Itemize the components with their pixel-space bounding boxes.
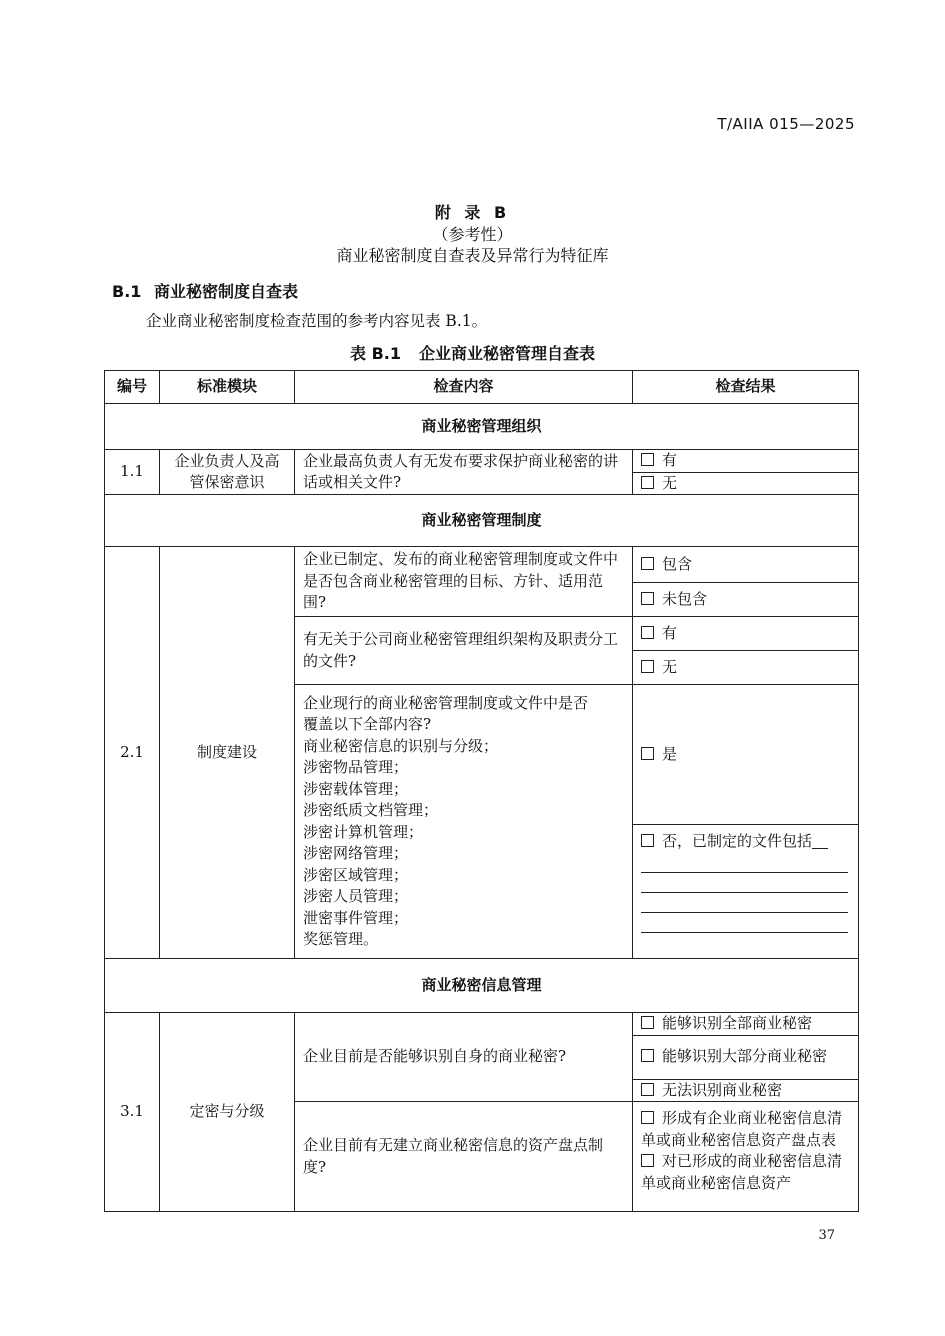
option-cell[interactable] — [633, 450, 859, 473]
row-content: 企业目前是否能够识别自身的商业秘密? — [295, 1013, 633, 1102]
row-content: 企业已制定、发布的商业秘密管理制度或文件中是否包含商业秘密管理的目标、方针、适用范围? — [295, 547, 633, 617]
content-line: 奖惩管理。 — [303, 930, 379, 948]
header-result: 检查结果 — [633, 371, 859, 404]
row-module: 定密与分级 — [160, 1013, 295, 1212]
option-cell[interactable] — [633, 1035, 859, 1079]
content-line: 涉密计算机管理； — [303, 822, 424, 841]
option-cell[interactable] — [633, 617, 859, 651]
table-row — [105, 450, 859, 473]
table-header-row — [105, 371, 859, 404]
checkbox[interactable] — [641, 626, 654, 639]
checkbox[interactable] — [641, 1049, 654, 1062]
self-check-table — [104, 370, 859, 1212]
row-module-line: 企业负责人及高 — [174, 451, 280, 470]
checkbox[interactable] — [641, 476, 654, 489]
checkbox[interactable] — [641, 557, 654, 570]
header-id: 编号 — [105, 371, 160, 404]
option-label: 包含 — [662, 554, 693, 573]
row-module-line: 管保密意识 — [189, 473, 265, 491]
option-cell[interactable] — [633, 1079, 859, 1102]
option-label: 形成有企业商业秘密信息清单或商业秘密信息资产盘点表 — [641, 1109, 843, 1149]
fill-in-line[interactable] — [641, 913, 848, 933]
option-cell[interactable] — [633, 825, 859, 959]
group-title: 商业秘密管理制度 — [105, 495, 859, 547]
table-caption — [0, 341, 945, 364]
header-module: 标准模块 — [160, 371, 295, 404]
option-label: 否，已制定的文件包括 — [662, 832, 813, 850]
checkbox[interactable] — [641, 1154, 654, 1167]
option-cell[interactable] — [633, 547, 859, 583]
option-label: 能够识别大部分商业秘密 — [662, 1047, 828, 1066]
group-title: 商业秘密信息管理 — [105, 959, 859, 1013]
fill-in-line[interactable] — [641, 873, 848, 893]
appendix-title: 商业秘密制度自查表及异常行为特征库 — [336, 246, 609, 265]
option-cell[interactable] — [633, 651, 859, 685]
appendix-nature: （参考性） — [432, 225, 513, 244]
row-module — [160, 450, 295, 495]
row-content: 企业最高负责人有无发布要求保护商业秘密的讲话或相关文件? — [295, 450, 633, 495]
fill-in-line[interactable] — [641, 853, 848, 873]
option-cell[interactable] — [633, 1013, 859, 1036]
row-module: 制度建设 — [160, 547, 295, 959]
content-line: 涉密纸质文档管理； — [303, 801, 439, 819]
group-row — [105, 959, 859, 1013]
option-cell[interactable] — [633, 583, 859, 617]
row-id: 1.1 — [105, 450, 160, 495]
checkbox[interactable] — [641, 747, 654, 760]
row-content — [295, 685, 633, 959]
section-title: 商业秘密制度自查表 — [154, 282, 299, 301]
checkbox[interactable] — [641, 592, 654, 605]
option-label: 无 — [662, 473, 678, 492]
section-intro: 企业商业秘密制度检查范围的参考内容见表 B.1。 — [146, 312, 488, 330]
group-title: 商业秘密管理组织 — [105, 404, 859, 450]
row-id: 3.1 — [105, 1013, 160, 1212]
header-content: 检查内容 — [295, 371, 633, 404]
option-label: 有 — [662, 623, 678, 642]
content-line: 泄密事件管理； — [303, 908, 409, 927]
checkbox[interactable] — [641, 453, 654, 466]
option-label: 能够识别全部商业秘密 — [662, 1014, 813, 1032]
group-row — [105, 404, 859, 450]
table-row — [105, 547, 859, 583]
option-label: 有 — [662, 451, 678, 469]
page-number: 37 — [818, 1228, 835, 1243]
row-content: 有无关于公司商业秘密管理组织架构及职责分工的文件? — [295, 617, 633, 685]
checkbox[interactable] — [641, 1111, 654, 1124]
option-label: 对已形成的商业秘密信息清单或商业秘密信息资产 — [641, 1152, 843, 1192]
table-row — [105, 1013, 859, 1036]
option-label: 未包含 — [662, 589, 708, 608]
content-line: 涉密物品管理； — [303, 758, 409, 776]
option-cell[interactable] — [633, 1102, 859, 1212]
section-number: B.1 — [112, 282, 142, 301]
section-heading — [112, 279, 298, 302]
checkbox[interactable] — [641, 1083, 654, 1096]
content-line: 企业现行的商业秘密管理制度或文件中是否 — [303, 693, 589, 712]
fill-in-line[interactable] — [812, 834, 828, 849]
option-label: 无 — [662, 657, 678, 676]
option-label: 无法识别商业秘密 — [662, 1080, 783, 1099]
option-cell[interactable] — [633, 685, 859, 825]
table-caption-title: 企业商业秘密管理自查表 — [418, 344, 595, 363]
checkbox[interactable] — [641, 1016, 654, 1029]
document-number: T/AIIA 015—2025 — [717, 115, 855, 133]
checkbox[interactable] — [641, 660, 654, 673]
content-line: 涉密区域管理； — [303, 865, 409, 884]
option-label: 是 — [662, 744, 678, 763]
content-line: 涉密网络管理； — [303, 844, 409, 862]
option-cell[interactable] — [633, 472, 859, 495]
content-line: 涉密载体管理； — [303, 779, 409, 798]
content-line: 商业秘密信息的识别与分级； — [303, 736, 499, 755]
row-content: 企业目前有无建立商业秘密信息的资产盘点制度? — [295, 1102, 633, 1212]
content-line: 涉密人员管理； — [303, 887, 409, 905]
group-row — [105, 495, 859, 547]
table-caption-number: 表 B.1 — [350, 344, 401, 363]
row-id: 2.1 — [105, 547, 160, 959]
fill-in-line[interactable] — [641, 893, 848, 913]
content-line: 覆盖以下全部内容? — [303, 715, 432, 733]
appendix-label: 附 录 B — [434, 203, 511, 222]
checkbox[interactable] — [641, 834, 654, 847]
